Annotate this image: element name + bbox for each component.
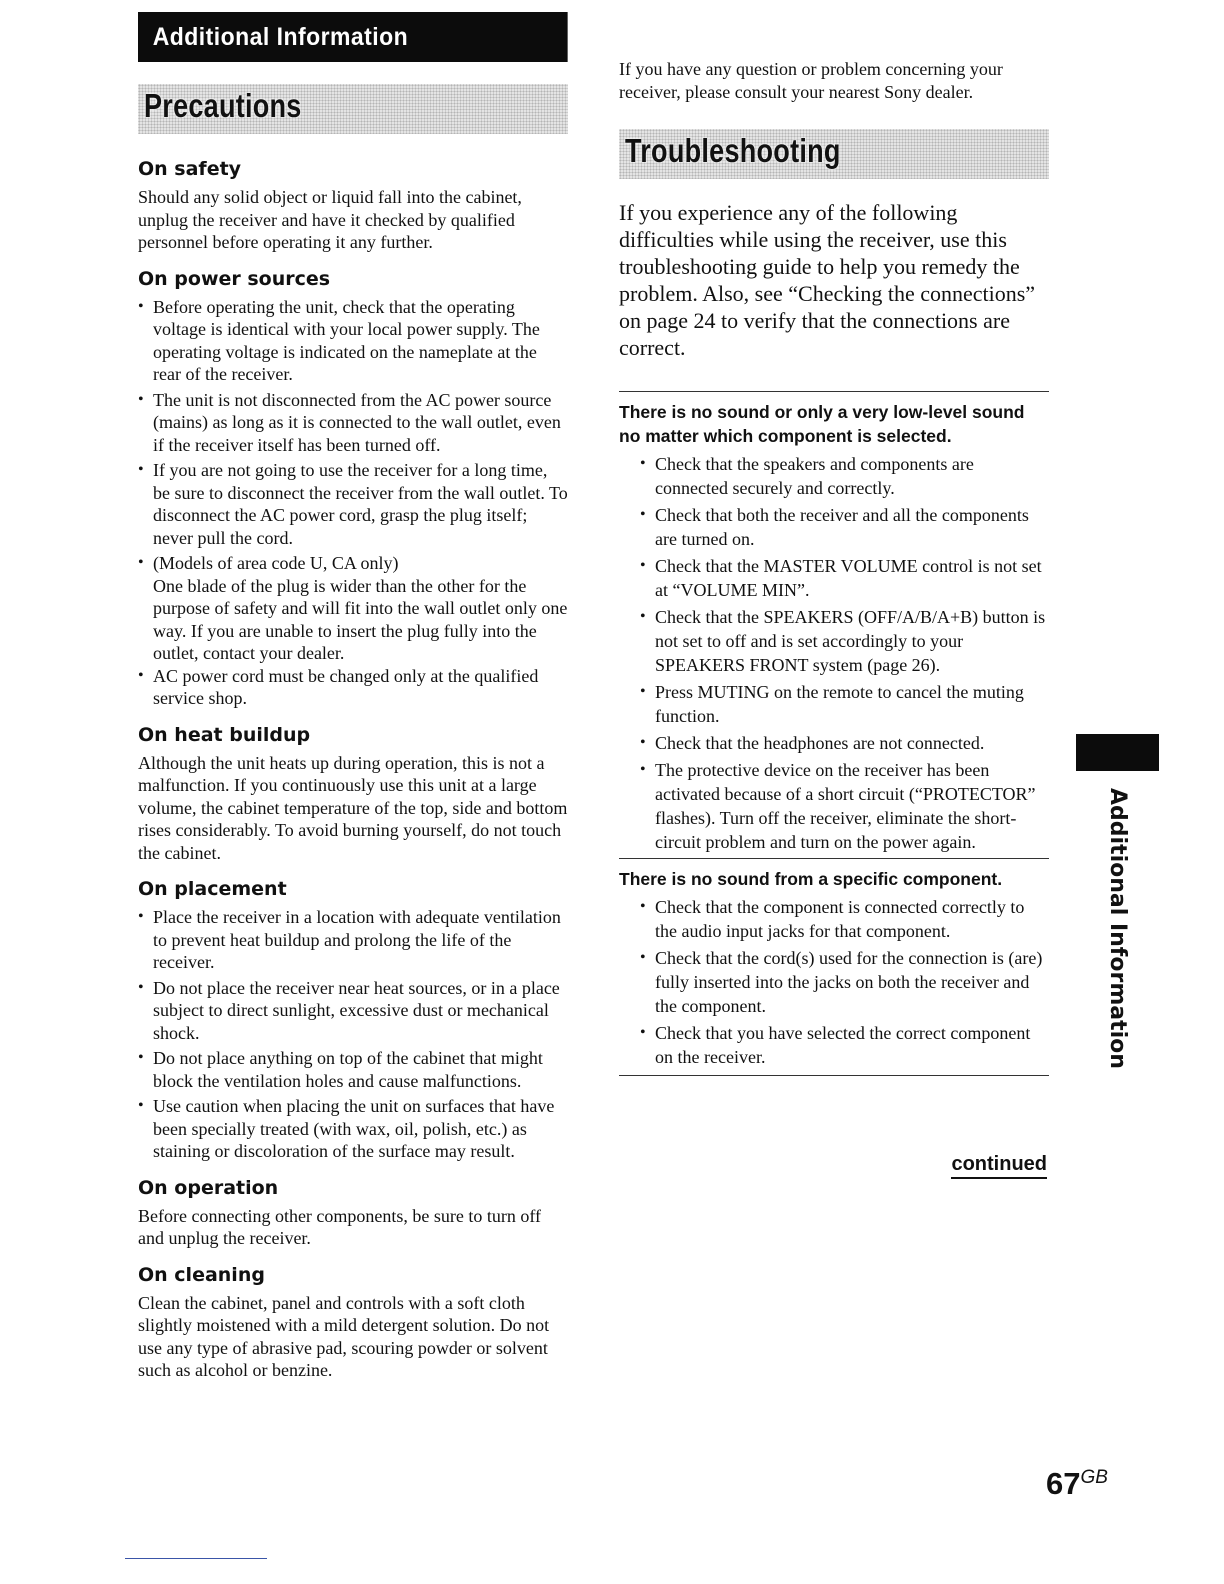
fix-list <box>619 452 1049 854</box>
heading-on-cleaning: On cleaning <box>138 1263 265 1286</box>
list-item: • Check that you have selected the correct component on the receiver. <box>640 1021 1049 1069</box>
precautions-title: Precautions <box>144 87 302 124</box>
list-item-note: (Models of area code U, CA only) <box>153 553 399 573</box>
list-item <box>138 552 568 665</box>
list-item: • Check that the headphones are not connected. <box>640 731 1049 755</box>
list-item: • The unit is not disconnected from the AC power source (mains) as long as it is connected to the wall outlet, even if the receiver itself has been turned off. <box>138 389 568 457</box>
heat-buildup-text: Although the unit heats up during operation, this is not a malfunction. If you continuously use this unit at a large volume, the cabinet temperature of the top, side and bottom rises considerably. To avoid burning yourself, do not touch the cabinet. <box>138 752 568 863</box>
list-item: • Do not place anything on top of the cabinet that might block the ventilation holes and cause malfunctions. <box>138 1047 568 1092</box>
list-item: • If you are not going to use the receiver for a long time, be sure to disconnect the receiver from the wall outlet. To disconnect the AC power cord, grasp the plug itself; never pull the cord. <box>138 459 568 549</box>
section-banner: Additional Information <box>138 12 568 62</box>
troubleshooting-intro: If you experience any of the following difficulties while using the receiver, use this troubleshooting guide to help you remedy the problem. Also, see “Checking the connections” on page 24 to verify that the connections are correct. <box>619 200 1036 360</box>
precautions-title-band <box>138 84 568 134</box>
list-item: • Press MUTING on the remote to cancel the muting function. <box>640 680 1049 728</box>
cleaning-text: Clean the cabinet, panel and controls with a soft cloth slightly moistened with a mild detergent solution. Do not use any type of abrasive pad, scouring powder or solvent such as alcohol or benzine. <box>138 1292 550 1380</box>
list-item: • Before operating the unit, check that the operating voltage is identical with your local power supply. The operating voltage is indicated on the nameplate at the rear of the receiver. <box>138 296 568 386</box>
dealer-note: If you have any question or problem concerning your receiver, please consult your nearest Sony dealer. <box>619 59 1003 102</box>
troubleshooting-title-band <box>619 129 1049 179</box>
list-item: • Place the receiver in a location with adequate ventilation to prevent heat buildup and prolong the life of the receiver. <box>138 906 568 974</box>
heading-on-placement: On placement <box>138 878 287 900</box>
list-item: • Use caution when placing the unit on surfaces that have been specially treated (with wax, oil, polish, etc.) as staining or discoloration of the surface may result. <box>138 1095 568 1163</box>
troubleshooting-title: Troubleshooting <box>625 132 841 169</box>
problem-heading: There is no sound or only a very low-level sound no matter which component is selected. <box>619 402 1025 446</box>
continued-label: continued <box>951 1153 1047 1179</box>
divider <box>619 1075 1049 1076</box>
power-sources-list <box>138 296 568 710</box>
page-number-suffix: GB <box>1080 1467 1108 1488</box>
divider <box>619 391 1049 392</box>
section-tab-marker <box>1076 734 1159 771</box>
safety-text: Should any solid object or liquid fall into the cabinet, unplug the receiver and have it checked by qualified personnel before operating it any further. <box>138 187 522 252</box>
heading-on-heat-buildup: On heat buildup <box>138 723 311 746</box>
heading-on-safety: On safety <box>138 158 242 180</box>
right-column <box>619 12 1049 1076</box>
heading-on-operation: On operation <box>138 1176 279 1199</box>
list-item: • Check that the SPEAKERS (OFF/A/B/A+B) button is not set to off and is set accordingly to your SPEAKERS FRONT system (page 26). <box>640 605 1049 677</box>
list-item: • Check that the MASTER VOLUME control is not set at “VOLUME MIN”. <box>640 554 1049 602</box>
list-item-continuation: One blade of the plug is wider than the other for the purpose of safety and will fit into the wall outlet only one way. If you are unable to insert the plug fully into the outlet, contact your dealer. <box>153 575 568 663</box>
problem-heading: There is no sound from a specific component. <box>619 869 1003 889</box>
page-number-value: 67 <box>1046 1466 1081 1501</box>
list-item: • Check that the speakers and components are connected securely and correctly. <box>640 452 1049 500</box>
operation-text: Before connecting other components, be sure to turn off and unplug the receiver. <box>138 1205 542 1248</box>
list-item: • Do not place the receiver near heat sources, or in a place subject to direct sunlight, excessive dust or mechanical shock. <box>138 977 568 1045</box>
placement-list <box>138 906 568 1163</box>
list-item: • AC power cord must be changed only at the qualified service shop. <box>138 665 568 710</box>
list-item: • Check that the cord(s) used for the connection is (are) fully inserted into the jacks on both the receiver and the component. <box>640 946 1049 1018</box>
divider <box>619 858 1049 859</box>
list-item: • The protective device on the receiver has been activated because of a short circuit (“PROTECTOR” flashes). Turn off the receiver, eliminate the short-circuit problem and turn on the power again. <box>640 758 1049 854</box>
left-column <box>138 12 568 1382</box>
page-number <box>1046 1466 1108 1502</box>
footer-rule <box>125 1558 267 1559</box>
fix-list <box>619 895 1049 1069</box>
list-item: • Check that both the receiver and all the components are turned on. <box>640 503 1049 551</box>
list-item: • Check that the component is connected correctly to the audio input jacks for that component. <box>640 895 1049 943</box>
heading-on-power-sources: On power sources <box>138 267 331 290</box>
side-section-label <box>1100 788 1130 1069</box>
side-section-label-text: Additional Information <box>1105 788 1130 1069</box>
